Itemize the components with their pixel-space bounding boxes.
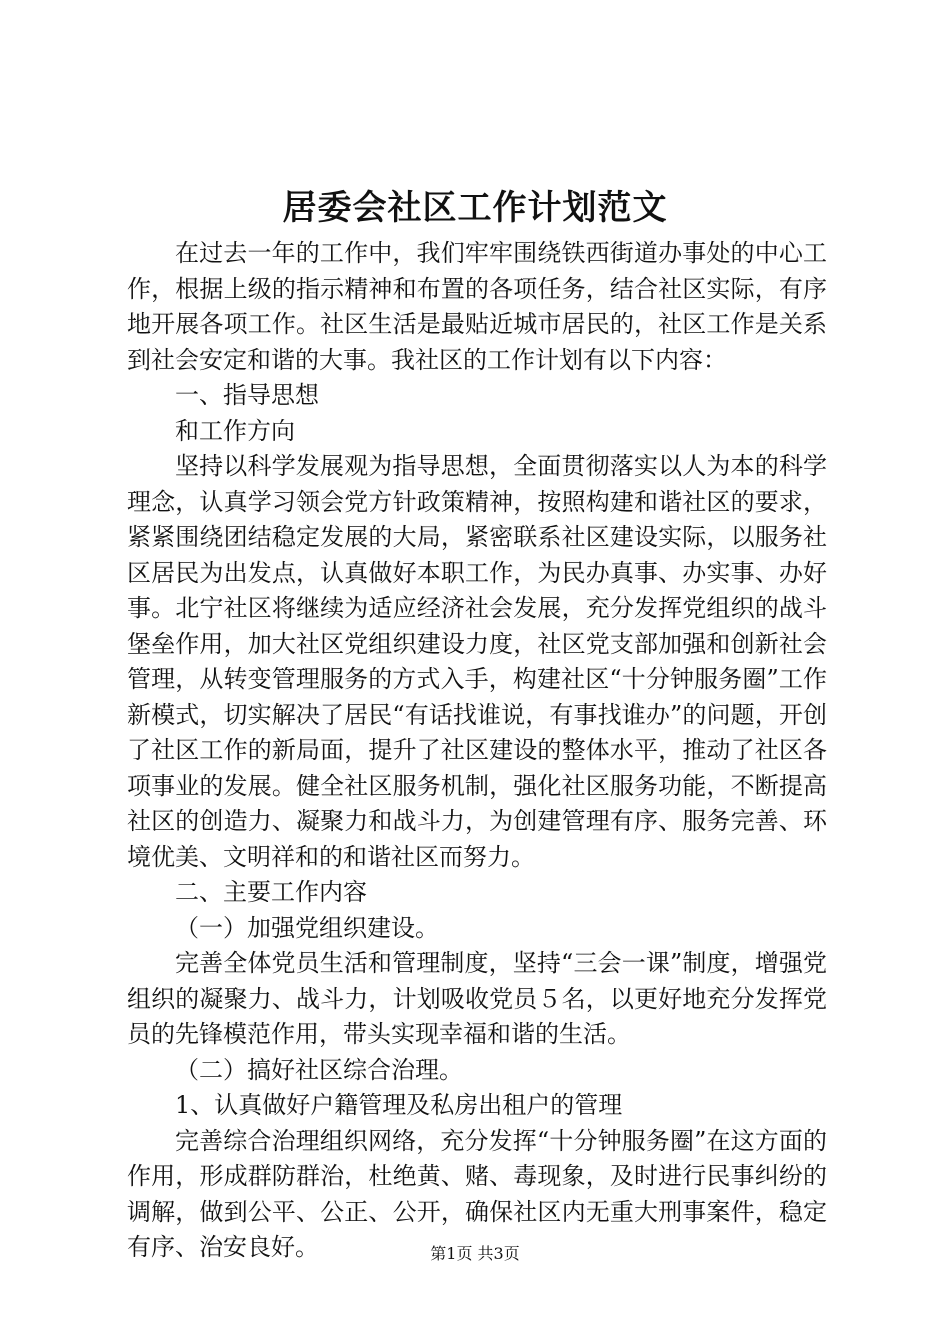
document-body [127, 236, 827, 1266]
item-household-management: 1、认真做好户籍管理及私房出租户的管理 [175, 1091, 623, 1119]
paragraph-party-building: 完善全体党员生活和管理制度，坚持“三会一课”制度，增强党组织的凝聚力、战斗力，计划吸收党员５名，以更好地充分发挥党员的先锋模范作用，带头实现幸福和谐的生活。 [127, 949, 827, 1048]
section-heading-work-direction: 和工作方向 [175, 416, 295, 445]
section-heading-main-content: 二、主要工作内容 [175, 878, 367, 906]
page-footer: 第1页 共3页 [430, 1244, 520, 1263]
paragraph-intro: 在过去一年的工作中，我们牢牢围绕铁西街道办事处的中心工作，根据上级的指示精神和布置的各项任务，结合社区实际，有序地开展各项工作。社区生活是最贴近城市居民的，社区工作是关系到社会安定和谐的大事。我社区的工作计划有以下内容： [127, 239, 827, 374]
subheading-party-building: （一）加强党组织建设。 [175, 913, 439, 942]
paragraph-guiding-ideology: 坚持以科学发展观为指导思想，全面贯彻落实以人为本的科学理念，认真学习领会党方针政策精神，按照构建和谐社区的要求，紧紧围绕团结稳定发展的大局，紧密联系社区建设实际，以服务社区居民为出发点，认真做好本职工作，为民办真事、办实事、办好事。北宁社区将继续为适应经济社会发展，充分发挥党组织的战斗堡垒作用，加大社区党组织建设力度，社区党支部加强和创新社会管理，从转变管理服务的方式入手，构建社区“十分钟服务圈”工作新模式，切实解决了居民“有话找谁说，有事找谁办”的问题，开创了社区工作的新局面，提升了社区建设的整体水平，推动了社区各项事业的发展。健全社区服务机制，强化社区服务功能，不断提高社区的创造力、凝聚力和战斗力，为创建管理有序、服务完善、环境优美、文明祥和的和谐社区而努力。 [127, 452, 827, 871]
subheading-comprehensive-governance: （二）搞好社区综合治理。 [175, 1055, 463, 1084]
section-heading-guiding-ideology: 一、指导思想 [175, 381, 319, 409]
document-title: 居委会社区工作计划范文 [282, 188, 668, 228]
paragraph-comprehensive-governance: 完善综合治理组织网络，充分发挥“十分钟服务圈”在这方面的作用，形成群防群治，杜绝黄、赌、毒现象，及时进行民事纠纷的调解，做到公平、公正、公开，确保社区内无重大刑事案件，稳定有序、治安良好。 [127, 1126, 827, 1261]
